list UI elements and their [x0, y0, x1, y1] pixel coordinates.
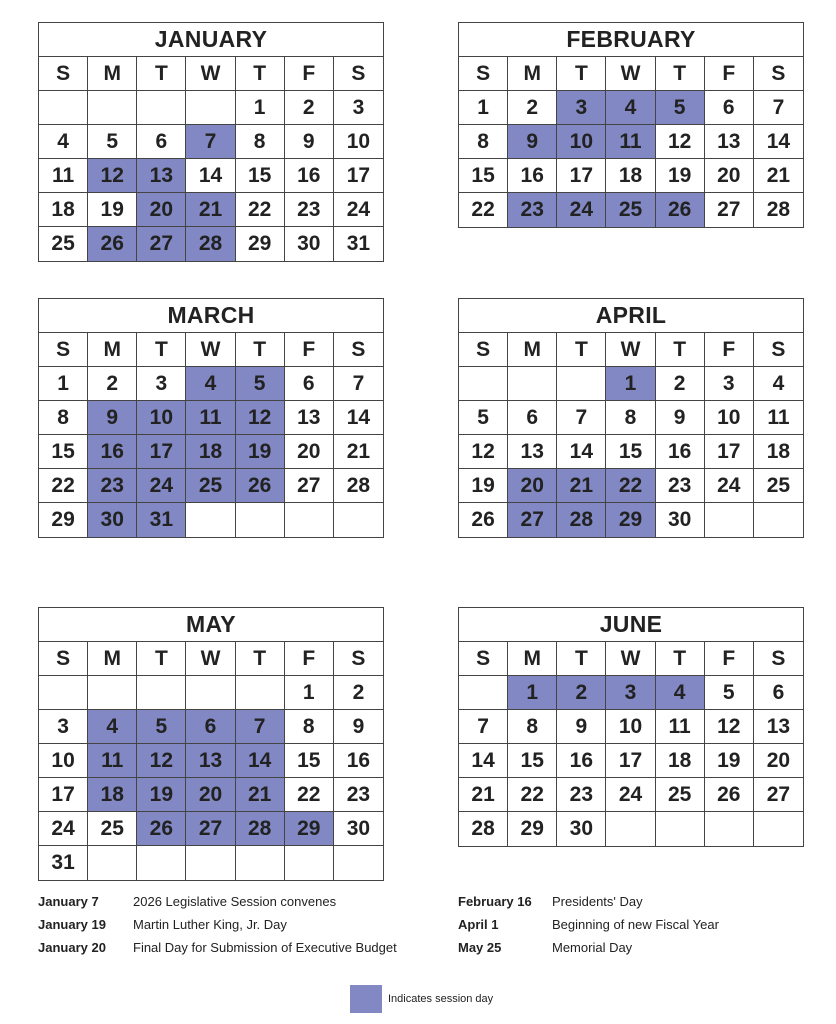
day-cell: 2: [88, 367, 137, 401]
day-cell: 13: [285, 401, 334, 435]
day-cell: 10: [334, 125, 383, 159]
month-title: JUNE: [459, 608, 803, 642]
empty-cell: [705, 503, 754, 537]
day-cell: 17: [705, 435, 754, 469]
weekday-header: F: [705, 642, 754, 676]
day-cell: 22: [459, 193, 508, 227]
session-day-cell: 26: [236, 469, 285, 503]
weekday-header: T: [557, 642, 606, 676]
day-cell: 3: [334, 91, 383, 125]
day-cell: 11: [39, 159, 88, 193]
day-cell: 8: [285, 710, 334, 744]
day-cell: 22: [236, 193, 285, 227]
month-title: MAY: [39, 608, 383, 642]
weekday-header: F: [285, 57, 334, 91]
weekday-header: T: [137, 642, 186, 676]
day-cell: 28: [766, 198, 791, 221]
day-cell: 21: [334, 435, 383, 469]
day-cell: 5: [459, 401, 508, 435]
day-cell: 23: [334, 778, 383, 812]
empty-cell: [137, 846, 186, 880]
day-cell: 18: [39, 193, 88, 227]
session-day-cell: 19: [236, 435, 285, 469]
empty-cell: [508, 367, 557, 401]
day-cell: 9: [557, 710, 606, 744]
weekday-header: T: [557, 333, 606, 367]
day-cell: 12: [656, 125, 705, 159]
weekday-header: W: [186, 642, 235, 676]
day-cell: 22: [508, 778, 557, 812]
weekday-header: W: [606, 57, 655, 91]
day-cell: 30: [656, 503, 705, 537]
day-cell: 23: [557, 778, 606, 812]
month-grid: [39, 57, 383, 261]
empty-cell: [236, 503, 285, 537]
weekday-header: S: [334, 642, 383, 676]
weekday-header: T: [656, 57, 705, 91]
session-day-cell: 24: [557, 193, 606, 227]
day-cell: 24: [39, 812, 88, 846]
session-day-cell: 17: [137, 435, 186, 469]
weekday-header: T: [656, 642, 705, 676]
day-cell: 7: [754, 91, 803, 125]
session-day-cell: 5: [656, 91, 705, 125]
weekday-header: T: [236, 57, 285, 91]
day-cell: 2: [508, 91, 557, 125]
day-cell: 28: [459, 812, 508, 846]
session-day-cell: 21: [236, 778, 285, 812]
weekday-header: S: [459, 57, 508, 91]
day-cell: 30: [557, 812, 606, 846]
day-cell: 8: [459, 125, 508, 159]
legend-label: Indicates session day: [388, 993, 494, 1005]
day-cell: 23: [656, 469, 705, 503]
day-cell: 11: [656, 710, 705, 744]
session-day-cell: 25: [606, 193, 655, 227]
day-cell: 19: [459, 469, 508, 503]
day-cell: 1: [236, 91, 285, 125]
note-text: Memorial Day: [552, 940, 633, 955]
session-day-cell: 22: [606, 469, 655, 503]
weekday-header: W: [186, 333, 235, 367]
day-cell: 7: [334, 367, 383, 401]
month-grid: [459, 57, 803, 227]
empty-cell: [334, 846, 383, 880]
day-cell: 20: [754, 744, 803, 778]
session-day-cell: 21: [557, 469, 606, 503]
note-date: January 19: [38, 917, 106, 932]
day-cell: 6: [705, 91, 754, 125]
weekday-header: M: [508, 57, 557, 91]
day-cell: 25: [656, 778, 705, 812]
day-cell: 14: [754, 125, 803, 159]
session-day-cell: 18: [186, 435, 235, 469]
session-day-cell: 14: [236, 744, 285, 778]
session-day-swatch: [350, 985, 382, 1013]
day-cell: 6: [137, 125, 186, 159]
session-day-cell: 5: [137, 710, 186, 744]
empty-cell: [39, 676, 88, 710]
session-day-cell: 28: [557, 503, 606, 537]
weekday-header: S: [754, 57, 803, 91]
note-date: April 1: [458, 917, 499, 932]
session-day-cell: 6: [186, 710, 235, 744]
day-cell: 15: [285, 744, 334, 778]
day-cell: 25: [39, 227, 88, 261]
day-cell: 1: [285, 676, 334, 710]
day-cell: 5: [705, 676, 754, 710]
day-cell: 13: [508, 435, 557, 469]
day-cell: 20: [285, 435, 334, 469]
weekday-header: W: [606, 333, 655, 367]
session-day-cell: 20: [508, 469, 557, 503]
weekday-header: W: [186, 57, 235, 91]
session-day-cell: 2: [557, 676, 606, 710]
session-day-cell: 11: [186, 401, 235, 435]
weekday-header: S: [459, 333, 508, 367]
day-cell: 10: [39, 744, 88, 778]
weekday-header: S: [334, 57, 383, 91]
weekday-header: T: [137, 333, 186, 367]
empty-cell: [334, 503, 383, 537]
month-grid: [459, 642, 803, 846]
day-cell: 24: [705, 469, 754, 503]
day-cell: 27: [285, 469, 334, 503]
day-cell: 8: [508, 710, 557, 744]
day-cell: 15: [606, 435, 655, 469]
day-cell: 6: [754, 676, 803, 710]
day-cell: 24: [334, 193, 383, 227]
day-cell: 7: [459, 710, 508, 744]
day-cell: 1: [39, 367, 88, 401]
session-day-cell: 10: [137, 401, 186, 435]
day-cell: 27: [705, 193, 754, 227]
day-cell: 14: [334, 401, 383, 435]
empty-cell: [186, 503, 235, 537]
session-day-cell: 30: [88, 503, 137, 537]
day-cell: 2: [285, 91, 334, 125]
day-cell: 19: [88, 193, 137, 227]
day-cell: 14: [459, 744, 508, 778]
note-date: May 25: [458, 940, 502, 955]
session-day-cell: 12: [137, 744, 186, 778]
day-cell: 9: [334, 710, 383, 744]
month-grid: [39, 333, 383, 537]
session-day-cell: 26: [88, 227, 137, 261]
note-date: February 16: [458, 894, 532, 909]
day-cell: 12: [459, 435, 508, 469]
session-day-cell: 12: [236, 401, 285, 435]
day-cell: 18: [606, 159, 655, 193]
day-cell: 21: [754, 159, 803, 193]
session-day-cell: 11: [88, 744, 137, 778]
calendar-april: [458, 298, 804, 538]
day-cell: 16: [656, 435, 705, 469]
session-day-cell: 24: [137, 469, 186, 503]
empty-cell: [137, 676, 186, 710]
day-cell: 11: [754, 401, 803, 435]
session-day-cell: 4: [88, 710, 137, 744]
day-cell: 9: [285, 125, 334, 159]
weekday-header: S: [39, 642, 88, 676]
day-cell: 17: [334, 159, 383, 193]
empty-cell: [236, 846, 285, 880]
day-cell: 24: [606, 778, 655, 812]
day-cell: 2: [656, 367, 705, 401]
empty-cell: [606, 812, 655, 846]
day-cell: 28: [334, 469, 383, 503]
session-day-cell: 23: [508, 193, 557, 227]
session-day-cell: 1: [508, 676, 557, 710]
month-title: FEBRUARY: [459, 23, 803, 57]
day-cell: 31: [39, 846, 88, 880]
day-cell: 25: [754, 469, 803, 503]
month-title: APRIL: [459, 299, 803, 333]
empty-cell: [754, 812, 803, 846]
empty-cell: [754, 503, 803, 537]
session-day-cell: 9: [88, 401, 137, 435]
day-cell: 14: [186, 159, 235, 193]
weekday-header: F: [705, 57, 754, 91]
day-cell: 21: [459, 778, 508, 812]
session-day-cell: 27: [137, 227, 186, 261]
day-cell: 16: [557, 744, 606, 778]
session-day-cell: 26: [656, 193, 705, 227]
weekday-header: S: [39, 57, 88, 91]
empty-cell: [236, 676, 285, 710]
weekday-header: F: [705, 333, 754, 367]
day-cell: 7: [557, 401, 606, 435]
day-cell: 3: [39, 710, 88, 744]
day-cell: 12: [705, 710, 754, 744]
empty-cell: [557, 367, 606, 401]
empty-cell: [186, 846, 235, 880]
day-cell: 6: [508, 401, 557, 435]
day-cell: 19: [656, 159, 705, 193]
empty-cell: [137, 91, 186, 125]
day-cell: 4: [754, 367, 803, 401]
session-day-cell: 1: [606, 367, 655, 401]
day-cell: 27: [754, 778, 803, 812]
weekday-header: M: [88, 57, 137, 91]
day-cell: 25: [88, 812, 137, 846]
note-text: Martin Luther King, Jr. Day: [133, 917, 287, 932]
session-day-cell: 12: [88, 159, 137, 193]
day-cell: 17: [606, 744, 655, 778]
day-cell: 16: [508, 159, 557, 193]
day-cell: 6: [285, 367, 334, 401]
month-grid: [39, 642, 383, 880]
day-cell: 15: [508, 744, 557, 778]
day-cell: 18: [656, 744, 705, 778]
day-cell: 15: [236, 159, 285, 193]
empty-cell: [88, 91, 137, 125]
day-cell: 29: [39, 503, 88, 537]
session-day-cell: 13: [137, 159, 186, 193]
day-cell: 19: [705, 744, 754, 778]
day-cell: 20: [705, 159, 754, 193]
day-cell: 26: [459, 503, 508, 537]
day-cell: 2: [334, 676, 383, 710]
empty-cell: [88, 676, 137, 710]
session-day-cell: 27: [508, 503, 557, 537]
empty-cell: [186, 91, 235, 125]
empty-cell: [186, 676, 235, 710]
month-title: MARCH: [39, 299, 383, 333]
weekday-header: M: [88, 642, 137, 676]
note-date: January 7: [38, 894, 99, 909]
day-cell: 31: [346, 232, 371, 255]
notes-right: [458, 894, 798, 964]
session-day-cell: 4: [606, 91, 655, 125]
day-cell: 10: [705, 401, 754, 435]
day-cell: 8: [236, 125, 285, 159]
weekday-header: M: [88, 333, 137, 367]
empty-cell: [88, 846, 137, 880]
empty-cell: [705, 812, 754, 846]
day-cell: 14: [557, 435, 606, 469]
session-day-cell: 25: [186, 469, 235, 503]
session-day-cell: 29: [606, 503, 655, 537]
empty-cell: [39, 91, 88, 125]
session-day-cell: 28: [186, 227, 235, 261]
empty-cell: [459, 676, 508, 710]
day-cell: 9: [656, 401, 705, 435]
calendar-may: [38, 607, 384, 881]
day-cell: 17: [557, 159, 606, 193]
weekday-header: S: [754, 642, 803, 676]
day-cell: 8: [39, 401, 88, 435]
session-day-cell: 23: [88, 469, 137, 503]
weekday-header: M: [508, 333, 557, 367]
notes-left: [38, 894, 438, 964]
weekday-header: T: [236, 642, 285, 676]
day-cell: 1: [459, 91, 508, 125]
empty-cell: [285, 846, 334, 880]
day-cell: 3: [705, 367, 754, 401]
weekday-header: T: [236, 333, 285, 367]
day-cell: 13: [754, 710, 803, 744]
session-day-cell: 3: [557, 91, 606, 125]
day-cell: 29: [508, 812, 557, 846]
day-cell: 4: [39, 125, 88, 159]
weekday-header: F: [285, 333, 334, 367]
session-day-cell: 7: [236, 710, 285, 744]
session-day-cell: 20: [186, 778, 235, 812]
weekday-header: S: [754, 333, 803, 367]
empty-cell: [285, 503, 334, 537]
day-cell: 30: [334, 812, 383, 846]
weekday-header: S: [334, 333, 383, 367]
day-cell: 22: [285, 778, 334, 812]
calendar-january: [38, 22, 384, 262]
session-day-cell: 4: [656, 676, 705, 710]
day-cell: 16: [285, 159, 334, 193]
weekday-header: T: [137, 57, 186, 91]
day-cell: 5: [88, 125, 137, 159]
day-cell: 8: [606, 401, 655, 435]
session-day-cell: 7: [186, 125, 235, 159]
day-cell: 3: [137, 367, 186, 401]
session-day-cell: 28: [236, 812, 285, 846]
weekday-header: W: [606, 642, 655, 676]
session-day-cell: 11: [606, 125, 655, 159]
month-grid: [459, 333, 803, 537]
weekday-header: T: [557, 57, 606, 91]
empty-cell: [656, 812, 705, 846]
weekday-header: S: [459, 642, 508, 676]
weekday-header: S: [39, 333, 88, 367]
session-day-cell: 9: [508, 125, 557, 159]
legend: [350, 984, 493, 1014]
day-cell: 30: [285, 227, 334, 261]
month-title: JANUARY: [39, 23, 383, 57]
note-text: Beginning of new Fiscal Year: [552, 917, 719, 932]
day-cell: 23: [285, 193, 334, 227]
session-day-cell: 29: [285, 812, 334, 846]
day-cell: 15: [39, 435, 88, 469]
session-day-cell: 27: [186, 812, 235, 846]
calendar-february: [458, 22, 804, 228]
session-day-cell: 21: [186, 193, 235, 227]
session-day-cell: 18: [88, 778, 137, 812]
day-cell: 16: [334, 744, 383, 778]
note-date: January 20: [38, 940, 106, 955]
session-day-cell: 31: [137, 503, 186, 537]
weekday-header: M: [508, 642, 557, 676]
day-cell: 17: [39, 778, 88, 812]
day-cell: 26: [705, 778, 754, 812]
note-text: 2026 Legislative Session convenes: [133, 894, 337, 909]
calendar-june: [458, 607, 804, 847]
session-day-cell: 5: [236, 367, 285, 401]
session-day-cell: 3: [606, 676, 655, 710]
day-cell: 15: [459, 159, 508, 193]
note-text: Final Day for Submission of Executive Budget: [133, 940, 397, 955]
weekday-header: F: [285, 642, 334, 676]
day-cell: 29: [236, 227, 285, 261]
session-day-cell: 20: [137, 193, 186, 227]
day-cell: 18: [754, 435, 803, 469]
weekday-header: T: [656, 333, 705, 367]
day-cell: 10: [606, 710, 655, 744]
session-day-cell: 13: [186, 744, 235, 778]
session-day-cell: 4: [186, 367, 235, 401]
session-day-cell: 16: [88, 435, 137, 469]
empty-cell: [459, 367, 508, 401]
note-text: Presidents' Day: [552, 894, 643, 909]
day-cell: 13: [705, 125, 754, 159]
session-day-cell: 26: [137, 812, 186, 846]
session-day-cell: 10: [557, 125, 606, 159]
day-cell: 22: [39, 469, 88, 503]
calendar-march: [38, 298, 384, 538]
session-day-cell: 19: [137, 778, 186, 812]
